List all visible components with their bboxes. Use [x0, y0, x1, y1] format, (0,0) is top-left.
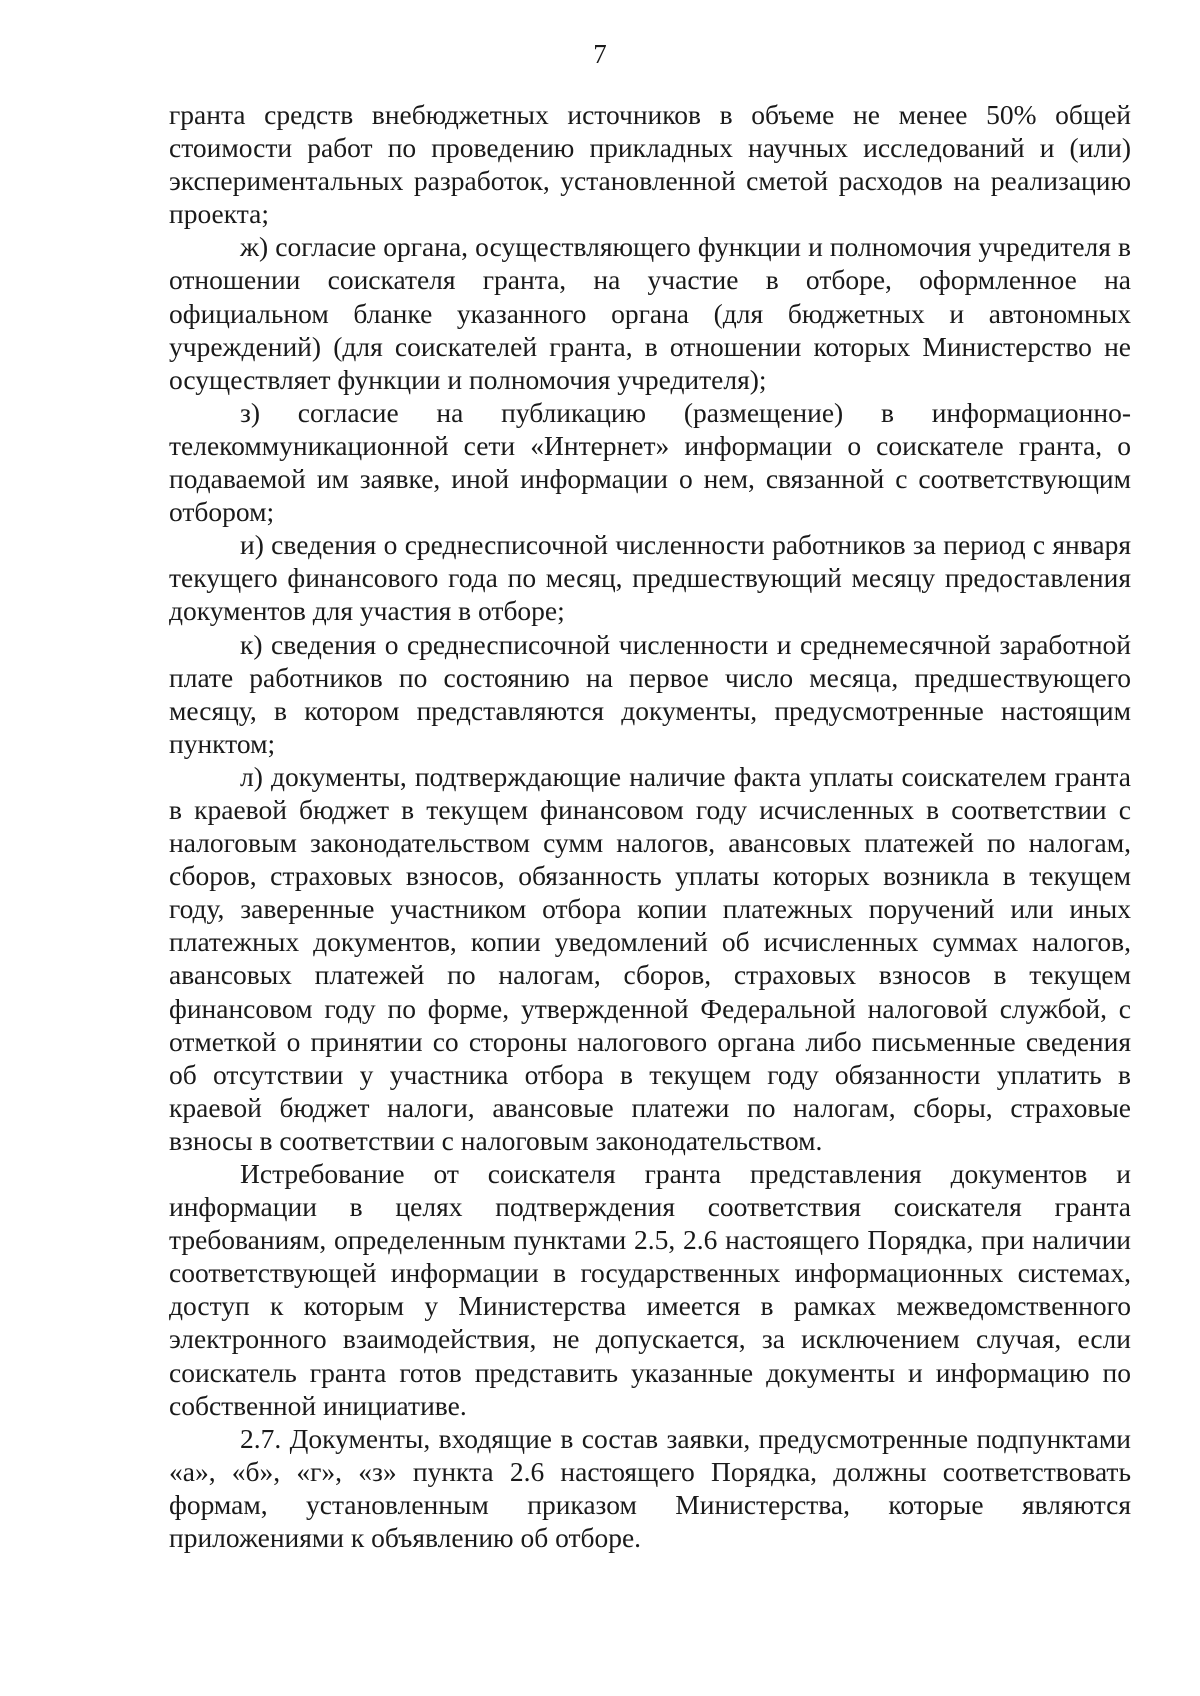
document-body [169, 98, 1131, 1554]
paragraph-item-i: и) сведения о среднесписочной численности работников за период с января текущего финансового года по месяц, предшествующий месяцу предоставления документов для участия в отборе; [169, 529, 1131, 627]
paragraph-continuation: гранта средств внебюджетных источников в объеме не менее 50% общей стоимости работ по проведению прикладных научных исследований и (или) экспериментальных разработок, установленной сметой расходов на реализацию проекта; [169, 99, 1131, 230]
paragraph-item-k: к) сведения о среднесписочной численности и среднемесячной заработной плате работников по состоянию на первое число месяца, предшествующего месяцу, в котором представляются документы, предусмотренные настоящим пунктом; [169, 628, 1131, 759]
paragraph-item-l: л) документы, подтверждающие наличие факта уплаты соискателем гранта в краевой бюджет в текущем финансовом году исчисленных в соответствии с налоговым законодательством сумм налогов, авансовых платежей по налогам, сборов, страховых взносов, обязанность уплаты которых возникла в текущем году, заверенные участником отбора копии платежных поручений или иных платежных документов, копии уведомлений об исчисленных суммах налогов, авансовых платежей по налогам, сборов, страховых взносов в текущем финансовом году по форме, утвержденной Федеральной налоговой службой, с отметкой о принятии со стороны налогового органа либо письменные сведения об отсутствии у участника отбора в текущем году обязанности уплатить в краевой бюджет налоги, авансовые платежи по налогам, сборы, страховые взносы в соответствии с налоговым законодательством. [169, 760, 1131, 1156]
page-number: 7 [593, 39, 607, 69]
paragraph-item-zh: ж) согласие органа, осуществляющего функции и полномочия учредителя в отношении соискателя гранта, на участие в отборе, оформленное на официальном бланке указанного органа (для бюджетных и автономных учреждений) (для соискателей гранта, в отношении которых Министерство не осуществляет функции и полномочия учредителя); [169, 231, 1131, 395]
paragraph-item-z: з) согласие на публикацию (размещение) в информационно-телекоммуникационной сети «Интернет» информации о соискателе гранта, о подаваемой им заявке, иной информации о нем, связанной с соответствующим отбором; [169, 396, 1131, 528]
paragraph-clause-2-7: 2.7. Документы, входящие в состав заявки, предусмотренные подпунктами «а», «б», «г», «з» пункта 2.6 настоящего Порядка, должны соответствовать формам, установленным приказом Министерства, которые являются приложениями к объявлению об отборе. [169, 1422, 1131, 1554]
paragraph-demand-clause: Истребование от соискателя гранта представления документов и информации в целях подтверждения соответствия соискателя гранта требованиям, определенным пунктами 2.5, 2.6 настоящего Порядка, при наличии соответствующей информации в государственных информационных системах, доступ к которым у Министерства имеется в рамках межведомственного электронного взаимодействия, не допускается, за исключением случая, если соискатель гранта готов представить указанные документы и информацию по собственной инициативе. [169, 1158, 1131, 1421]
